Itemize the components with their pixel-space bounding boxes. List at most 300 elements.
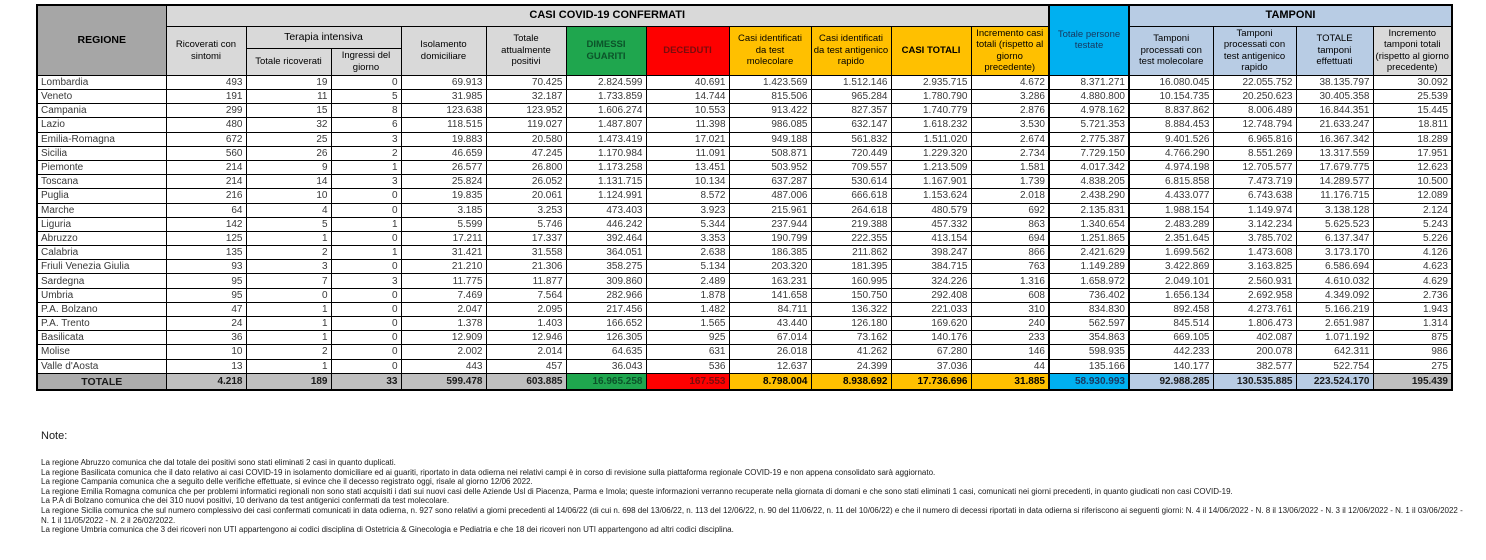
value-cell: 38.135.797 xyxy=(1296,75,1373,89)
value-cell: 0 xyxy=(331,302,401,316)
value-cell: 536 xyxy=(646,359,729,373)
value-cell: 1.511.020 xyxy=(891,132,971,146)
value-cell: 2.421.629 xyxy=(1049,246,1129,260)
value-cell: 135 xyxy=(166,246,246,260)
value-cell: 7 xyxy=(246,274,331,288)
value-cell: 2.692.958 xyxy=(1213,288,1296,302)
value-cell: 2.135.831 xyxy=(1049,203,1129,217)
value-cell: 1.423.569 xyxy=(729,75,811,89)
value-cell: 46.659 xyxy=(401,146,486,160)
column-header-ingressi-giorno: Ingressi del giorno xyxy=(331,48,401,75)
value-cell: 1 xyxy=(246,317,331,331)
column-header-casi-antigenico: Casi identificati da test antigenico rapido xyxy=(811,26,891,75)
note-item: La regione Abruzzo comunica che dal totale dei positivi sono stati eliminati 2 casi in quanto duplicati. xyxy=(41,458,396,467)
value-cell: 1.581 xyxy=(971,160,1049,174)
value-cell: 190.799 xyxy=(729,231,811,245)
value-cell: 398.247 xyxy=(891,246,971,260)
value-cell: 763 xyxy=(971,260,1049,274)
column-header-casi-totali: CASI TOTALI xyxy=(891,26,971,75)
value-cell: 1.780.790 xyxy=(891,90,971,104)
value-cell: 4.978.162 xyxy=(1049,104,1129,118)
table-row xyxy=(37,288,1452,302)
totals-value-cell: 599.478 xyxy=(401,373,486,390)
table-row xyxy=(37,175,1452,189)
value-cell: 834.830 xyxy=(1049,302,1129,316)
value-cell: 1.316 xyxy=(971,274,1049,288)
value-cell: 3 xyxy=(246,260,331,274)
value-cell: 7.469 xyxy=(401,288,486,302)
value-cell: 1.149.974 xyxy=(1213,203,1296,217)
value-cell: 1.656.134 xyxy=(1129,288,1213,302)
value-cell: 2.483.289 xyxy=(1129,217,1213,231)
table-row xyxy=(37,132,1452,146)
value-cell: 0 xyxy=(331,288,401,302)
value-cell: 2.824.599 xyxy=(566,75,646,89)
value-cell: 1.403 xyxy=(486,317,566,331)
region-name: Abruzzo xyxy=(37,231,166,245)
value-cell: 0 xyxy=(331,359,401,373)
value-cell: 4.623 xyxy=(1373,260,1452,274)
value-cell: 631 xyxy=(646,345,729,359)
value-cell: 31.421 xyxy=(401,246,486,260)
column-header-totale-tamponi: TOTALE tamponi effettuati xyxy=(1296,26,1373,75)
value-cell: 925 xyxy=(646,331,729,345)
value-cell: 25.539 xyxy=(1373,90,1452,104)
value-cell: 1 xyxy=(246,331,331,345)
value-cell: 2.438.290 xyxy=(1049,189,1129,203)
notes-list xyxy=(41,458,1471,535)
region-name: Toscana xyxy=(37,175,166,189)
totals-value-cell: 31.885 xyxy=(971,373,1049,390)
value-cell: 2.351.645 xyxy=(1129,231,1213,245)
value-cell: 12.748.794 xyxy=(1213,118,1296,132)
value-cell: 522.754 xyxy=(1296,359,1373,373)
value-cell: 31.558 xyxy=(486,246,566,260)
totals-value-cell: 16.965.258 xyxy=(566,373,646,390)
value-cell: 237.944 xyxy=(729,217,811,231)
column-header-casi-molecolare: Casi identificati da test molecolare xyxy=(729,26,811,75)
value-cell: 24 xyxy=(166,317,246,331)
value-cell: 457.332 xyxy=(891,217,971,231)
value-cell: 694 xyxy=(971,231,1049,245)
value-cell: 6.137.347 xyxy=(1296,231,1373,245)
value-cell: 875 xyxy=(1373,331,1452,345)
value-cell: 2.018 xyxy=(971,189,1049,203)
region-name: Campania xyxy=(37,104,166,118)
value-cell: 1 xyxy=(331,160,401,174)
value-cell: 446.242 xyxy=(566,217,646,231)
value-cell: 12.909 xyxy=(401,331,486,345)
value-cell: 17.337 xyxy=(486,231,566,245)
value-cell: 0 xyxy=(331,345,401,359)
value-cell: 354.863 xyxy=(1049,331,1129,345)
value-cell: 211.862 xyxy=(811,246,891,260)
column-header-incremento-tamponi: Incremento tamponi totali (rispetto al giorno precedente) xyxy=(1373,26,1452,75)
value-cell: 443 xyxy=(401,359,486,373)
region-name: Calabria xyxy=(37,246,166,260)
value-cell: 1.340.654 xyxy=(1049,217,1129,231)
value-cell: 21.633.247 xyxy=(1296,118,1373,132)
value-cell: 215.961 xyxy=(729,203,811,217)
value-cell: 169.620 xyxy=(891,317,971,331)
value-cell: 2.049.101 xyxy=(1129,274,1213,288)
value-cell: 18.811 xyxy=(1373,118,1452,132)
value-cell: 1.618.232 xyxy=(891,118,971,132)
value-cell: 1.473.419 xyxy=(566,132,646,146)
value-cell: 16.844.351 xyxy=(1296,104,1373,118)
value-cell: 413.154 xyxy=(891,231,971,245)
value-cell: 166.652 xyxy=(566,317,646,331)
band-casi-confermati: CASI COVID-19 CONFERMATI xyxy=(166,5,1049,26)
value-cell: 150.750 xyxy=(811,288,891,302)
value-cell: 0 xyxy=(331,317,401,331)
value-cell: 1.806.473 xyxy=(1213,317,1296,331)
value-cell: 503.952 xyxy=(729,160,811,174)
value-cell: 392.464 xyxy=(566,231,646,245)
value-cell: 191 xyxy=(166,90,246,104)
value-cell: 67.280 xyxy=(891,345,971,359)
note-item: La regione Sicilia comunica che sul numero complessivo dei casi confermati comunicati in data odierna, n. 927 sono relativi a giorni precedenti al 14/06/22 (di cui n. 698 del 13/06/22, n. 113 del 12/06/22, n. 90 del 11/06/22, n. 11 del 10/06/22) e che il numero di decessi riportati in data odierna si riferiscono ai seguenti giorni: N. 4 il 14/06/2022 - N. 8 il 13/06/2022 - N. 3 il 12/06/2022 - N. 1 il 03/06/2022 - N. 1 il 11/05/2022 - N. 2 il 26/02/2022. xyxy=(41,505,1463,525)
value-cell: 12.089 xyxy=(1373,189,1452,203)
value-cell: 1 xyxy=(331,246,401,260)
value-cell: 69.913 xyxy=(401,75,486,89)
value-cell: 12.705.577 xyxy=(1213,160,1296,174)
value-cell: 0 xyxy=(331,189,401,203)
value-cell: 637.287 xyxy=(729,175,811,189)
value-cell: 13 xyxy=(166,359,246,373)
value-cell: 1.251.865 xyxy=(1049,231,1129,245)
table-row xyxy=(37,160,1452,174)
region-name: Friuli Venezia Giulia xyxy=(37,260,166,274)
column-header-tamponi-molecolare: Tamponi processati con test molecolare xyxy=(1129,26,1213,75)
value-cell: 9.401.526 xyxy=(1129,132,1213,146)
totals-row xyxy=(37,373,1452,390)
column-header-regione: REGIONE xyxy=(37,5,166,75)
value-cell: 1.131.715 xyxy=(566,175,646,189)
column-header-ricoverati: Ricoverati con sintomi xyxy=(166,26,246,75)
value-cell: 642.311 xyxy=(1296,345,1373,359)
table-head xyxy=(37,5,1452,75)
value-cell: 19.883 xyxy=(401,132,486,146)
value-cell: 26.018 xyxy=(729,345,811,359)
value-cell: 720.449 xyxy=(811,146,891,160)
table-row xyxy=(37,118,1452,132)
value-cell: 0 xyxy=(331,331,401,345)
value-cell: 125 xyxy=(166,231,246,245)
value-cell: 10.154.735 xyxy=(1129,90,1213,104)
value-cell: 669.105 xyxy=(1129,331,1213,345)
value-cell: 1 xyxy=(246,359,331,373)
value-cell: 1.878 xyxy=(646,288,729,302)
value-cell: 5.243 xyxy=(1373,217,1452,231)
value-cell: 2.002 xyxy=(401,345,486,359)
value-cell: 1.229.320 xyxy=(891,146,971,160)
region-name: Lazio xyxy=(37,118,166,132)
column-header-isolamento: Isolamento domiciliare xyxy=(401,26,486,75)
table-row xyxy=(37,75,1452,89)
value-cell: 73.162 xyxy=(811,331,891,345)
value-cell: 47 xyxy=(166,302,246,316)
note-item: La regione Emilia Romagna comunica che per problemi informatici regionali non sono stati acquisiti i dati sui nuovi casi delle Aziende Usl di Piacenza, Parma e Imola; queste informazioni verranno recuperate nella giornata di domani e che sono stati eliminati 1 casi, comunicati nei giorni precedenti, in quanto giudicati non casi COVID-19. xyxy=(41,486,1233,496)
value-cell: 126.180 xyxy=(811,317,891,331)
value-cell: 5.226 xyxy=(1373,231,1452,245)
totals-value-cell: 58.930.993 xyxy=(1049,373,1129,390)
value-cell: 24.399 xyxy=(811,359,891,373)
value-cell: 2.014 xyxy=(486,345,566,359)
value-cell: 4.974.198 xyxy=(1129,160,1213,174)
value-cell: 310 xyxy=(971,302,1049,316)
value-cell: 5.134 xyxy=(646,260,729,274)
value-cell: 30.092 xyxy=(1373,75,1452,89)
region-name: Emilia-Romagna xyxy=(37,132,166,146)
value-cell: 3.142.234 xyxy=(1213,217,1296,231)
totals-value-cell: 167.553 xyxy=(646,373,729,390)
value-cell: 43.440 xyxy=(729,317,811,331)
totals-value-cell: 8.798.004 xyxy=(729,373,811,390)
region-name: Sardegna xyxy=(37,274,166,288)
value-cell: 1.173.258 xyxy=(566,160,646,174)
value-cell: 7.729.150 xyxy=(1049,146,1129,160)
value-cell: 2.775.387 xyxy=(1049,132,1129,146)
value-cell: 5.746 xyxy=(486,217,566,231)
value-cell: 2.047 xyxy=(401,302,486,316)
value-cell: 1 xyxy=(246,302,331,316)
table-body xyxy=(37,75,1452,373)
value-cell: 2.734 xyxy=(971,146,1049,160)
value-cell: 3 xyxy=(331,132,401,146)
value-cell: 10.553 xyxy=(646,104,729,118)
value-cell: 216 xyxy=(166,189,246,203)
value-cell: 17.021 xyxy=(646,132,729,146)
value-cell: 3.353 xyxy=(646,231,729,245)
value-cell: 2.935.715 xyxy=(891,75,971,89)
value-cell: 4.433.077 xyxy=(1129,189,1213,203)
value-cell: 240 xyxy=(971,317,1049,331)
value-cell: 11.398 xyxy=(646,118,729,132)
totals-value-cell: 92.988.285 xyxy=(1129,373,1213,390)
value-cell: 1.314 xyxy=(1373,317,1452,331)
table-row xyxy=(37,231,1452,245)
table-row xyxy=(37,90,1452,104)
value-cell: 480.579 xyxy=(891,203,971,217)
value-cell: 186.385 xyxy=(729,246,811,260)
value-cell: 299 xyxy=(166,104,246,118)
value-cell: 2.876 xyxy=(971,104,1049,118)
value-cell: 1.739 xyxy=(971,175,1049,189)
table-row xyxy=(37,260,1452,274)
value-cell: 13.451 xyxy=(646,160,729,174)
value-cell: 0 xyxy=(246,288,331,302)
value-cell: 20.061 xyxy=(486,189,566,203)
value-cell: 1.071.192 xyxy=(1296,331,1373,345)
value-cell: 866 xyxy=(971,246,1049,260)
value-cell: 530.614 xyxy=(811,175,891,189)
column-header-dimessi-guariti: DIMESSI GUARITI xyxy=(566,26,646,75)
value-cell: 4.880.800 xyxy=(1049,90,1129,104)
value-cell: 26 xyxy=(246,146,331,160)
value-cell: 10 xyxy=(166,345,246,359)
value-cell: 2.124 xyxy=(1373,203,1452,217)
value-cell: 26.577 xyxy=(401,160,486,174)
totals-value-cell: 130.535.885 xyxy=(1213,373,1296,390)
value-cell: 25 xyxy=(246,132,331,146)
value-cell: 40.691 xyxy=(646,75,729,89)
value-cell: 632.147 xyxy=(811,118,891,132)
region-name: Valle d'Aosta xyxy=(37,359,166,373)
value-cell: 6.815.858 xyxy=(1129,175,1213,189)
value-cell: 3.185 xyxy=(401,203,486,217)
value-cell: 1.153.624 xyxy=(891,189,971,203)
value-cell: 7.473.719 xyxy=(1213,175,1296,189)
value-cell: 44 xyxy=(971,359,1049,373)
value-cell: 64 xyxy=(166,203,246,217)
value-cell: 1.658.972 xyxy=(1049,274,1129,288)
value-cell: 2.560.931 xyxy=(1213,274,1296,288)
value-cell: 10.500 xyxy=(1373,175,1452,189)
value-cell: 1.733.859 xyxy=(566,90,646,104)
value-cell: 123.638 xyxy=(401,104,486,118)
value-cell: 0 xyxy=(331,260,401,274)
value-cell: 3.163.825 xyxy=(1213,260,1296,274)
value-cell: 5 xyxy=(331,90,401,104)
value-cell: 442.233 xyxy=(1129,345,1213,359)
value-cell: 382.577 xyxy=(1213,359,1296,373)
value-cell: 561.832 xyxy=(811,132,891,146)
table-row xyxy=(37,274,1452,288)
column-header-attualmente-positivi: Totale attualmente positivi xyxy=(486,26,566,75)
value-cell: 200.078 xyxy=(1213,345,1296,359)
value-cell: 16.367.342 xyxy=(1296,132,1373,146)
table-foot xyxy=(37,373,1452,390)
value-cell: 913.422 xyxy=(729,104,811,118)
value-cell: 163.231 xyxy=(729,274,811,288)
value-cell: 2 xyxy=(246,246,331,260)
value-cell: 324.226 xyxy=(891,274,971,288)
value-cell: 1.943 xyxy=(1373,302,1452,316)
value-cell: 123.952 xyxy=(486,104,566,118)
value-cell: 11.091 xyxy=(646,146,729,160)
region-name: Liguria xyxy=(37,217,166,231)
value-cell: 118.515 xyxy=(401,118,486,132)
value-cell: 487.006 xyxy=(729,189,811,203)
value-cell: 6.586.694 xyxy=(1296,260,1373,274)
region-name: Piemonte xyxy=(37,160,166,174)
region-name: P.A. Trento xyxy=(37,317,166,331)
value-cell: 5.625.523 xyxy=(1296,217,1373,231)
value-cell: 93 xyxy=(166,260,246,274)
value-cell: 608 xyxy=(971,288,1049,302)
table-row xyxy=(37,104,1452,118)
value-cell: 562.597 xyxy=(1049,317,1129,331)
value-cell: 8.572 xyxy=(646,189,729,203)
value-cell: 4.126 xyxy=(1373,246,1452,260)
value-cell: 4.838.205 xyxy=(1049,175,1129,189)
value-cell: 666.618 xyxy=(811,189,891,203)
value-cell: 5 xyxy=(246,217,331,231)
value-cell: 508.871 xyxy=(729,146,811,160)
value-cell: 1.124.991 xyxy=(566,189,646,203)
value-cell: 1.740.779 xyxy=(891,104,971,118)
value-cell: 8.371.271 xyxy=(1049,75,1129,89)
totals-value-cell: 17.736.696 xyxy=(891,373,971,390)
column-header-incremento-casi: Incremento casi totali (rispetto al giorno precedente) xyxy=(971,26,1049,75)
value-cell: 18.289 xyxy=(1373,132,1452,146)
value-cell: 6.965.816 xyxy=(1213,132,1296,146)
value-cell: 20.580 xyxy=(486,132,566,146)
totals-value-cell: 8.938.692 xyxy=(811,373,891,390)
note-item: La regione Umbria comunica che 3 dei ricoveri non UTI appartengono ai codici disciplina di Ostetricia & Ginecologia e Pediatria e che 18 dei ricoveri non UTI appartengono ad altri codici disciplina. xyxy=(41,525,734,535)
value-cell: 282.966 xyxy=(566,288,646,302)
value-cell: 126.305 xyxy=(566,331,646,345)
value-cell: 22.055.752 xyxy=(1213,75,1296,89)
value-cell: 25.824 xyxy=(401,175,486,189)
region-name: Lombardia xyxy=(37,75,166,89)
totals-value-cell: 223.524.170 xyxy=(1296,373,1373,390)
value-cell: 3.923 xyxy=(646,203,729,217)
value-cell: 815.506 xyxy=(729,90,811,104)
notes-title: Note: xyxy=(41,430,68,442)
value-cell: 26.052 xyxy=(486,175,566,189)
table-row xyxy=(37,217,1452,231)
value-cell: 8.837.862 xyxy=(1129,104,1213,118)
value-cell: 4.766.290 xyxy=(1129,146,1213,160)
value-cell: 5.344 xyxy=(646,217,729,231)
value-cell: 364.051 xyxy=(566,246,646,260)
value-cell: 2.651.987 xyxy=(1296,317,1373,331)
value-cell: 473.403 xyxy=(566,203,646,217)
covid-table xyxy=(36,4,1453,391)
value-cell: 84.711 xyxy=(729,302,811,316)
value-cell: 1.487.807 xyxy=(566,118,646,132)
value-cell: 1.378 xyxy=(401,317,486,331)
value-cell: 560 xyxy=(166,146,246,160)
table-row xyxy=(37,246,1452,260)
value-cell: 141.658 xyxy=(729,288,811,302)
value-cell: 1 xyxy=(331,217,401,231)
value-cell: 136.322 xyxy=(811,302,891,316)
band-tamponi: TAMPONI xyxy=(1129,5,1452,26)
value-cell: 41.262 xyxy=(811,345,891,359)
value-cell: 233 xyxy=(971,331,1049,345)
value-cell: 67.014 xyxy=(729,331,811,345)
value-cell: 493 xyxy=(166,75,246,89)
value-cell: 8 xyxy=(331,104,401,118)
table-row xyxy=(37,302,1452,316)
value-cell: 0 xyxy=(331,231,401,245)
value-cell: 949.188 xyxy=(729,132,811,146)
value-cell: 142 xyxy=(166,217,246,231)
value-cell: 275 xyxy=(1373,359,1452,373)
value-cell: 7.564 xyxy=(486,288,566,302)
value-cell: 10 xyxy=(246,189,331,203)
value-cell: 827.357 xyxy=(811,104,891,118)
value-cell: 19 xyxy=(246,75,331,89)
table-row xyxy=(37,203,1452,217)
column-header-tamponi-antigenico: Tamponi processati con test antigenico rapido xyxy=(1213,26,1296,75)
value-cell: 457 xyxy=(486,359,566,373)
region-name: Basilicata xyxy=(37,331,166,345)
value-cell: 3.253 xyxy=(486,203,566,217)
value-cell: 70.425 xyxy=(486,75,566,89)
totals-label: TOTALE xyxy=(37,373,166,390)
region-name: Molise xyxy=(37,345,166,359)
value-cell: 0 xyxy=(331,203,401,217)
value-cell: 384.715 xyxy=(891,260,971,274)
value-cell: 2.638 xyxy=(646,246,729,260)
value-cell: 135.166 xyxy=(1049,359,1129,373)
value-cell: 1.482 xyxy=(646,302,729,316)
value-cell: 3.173.170 xyxy=(1296,246,1373,260)
